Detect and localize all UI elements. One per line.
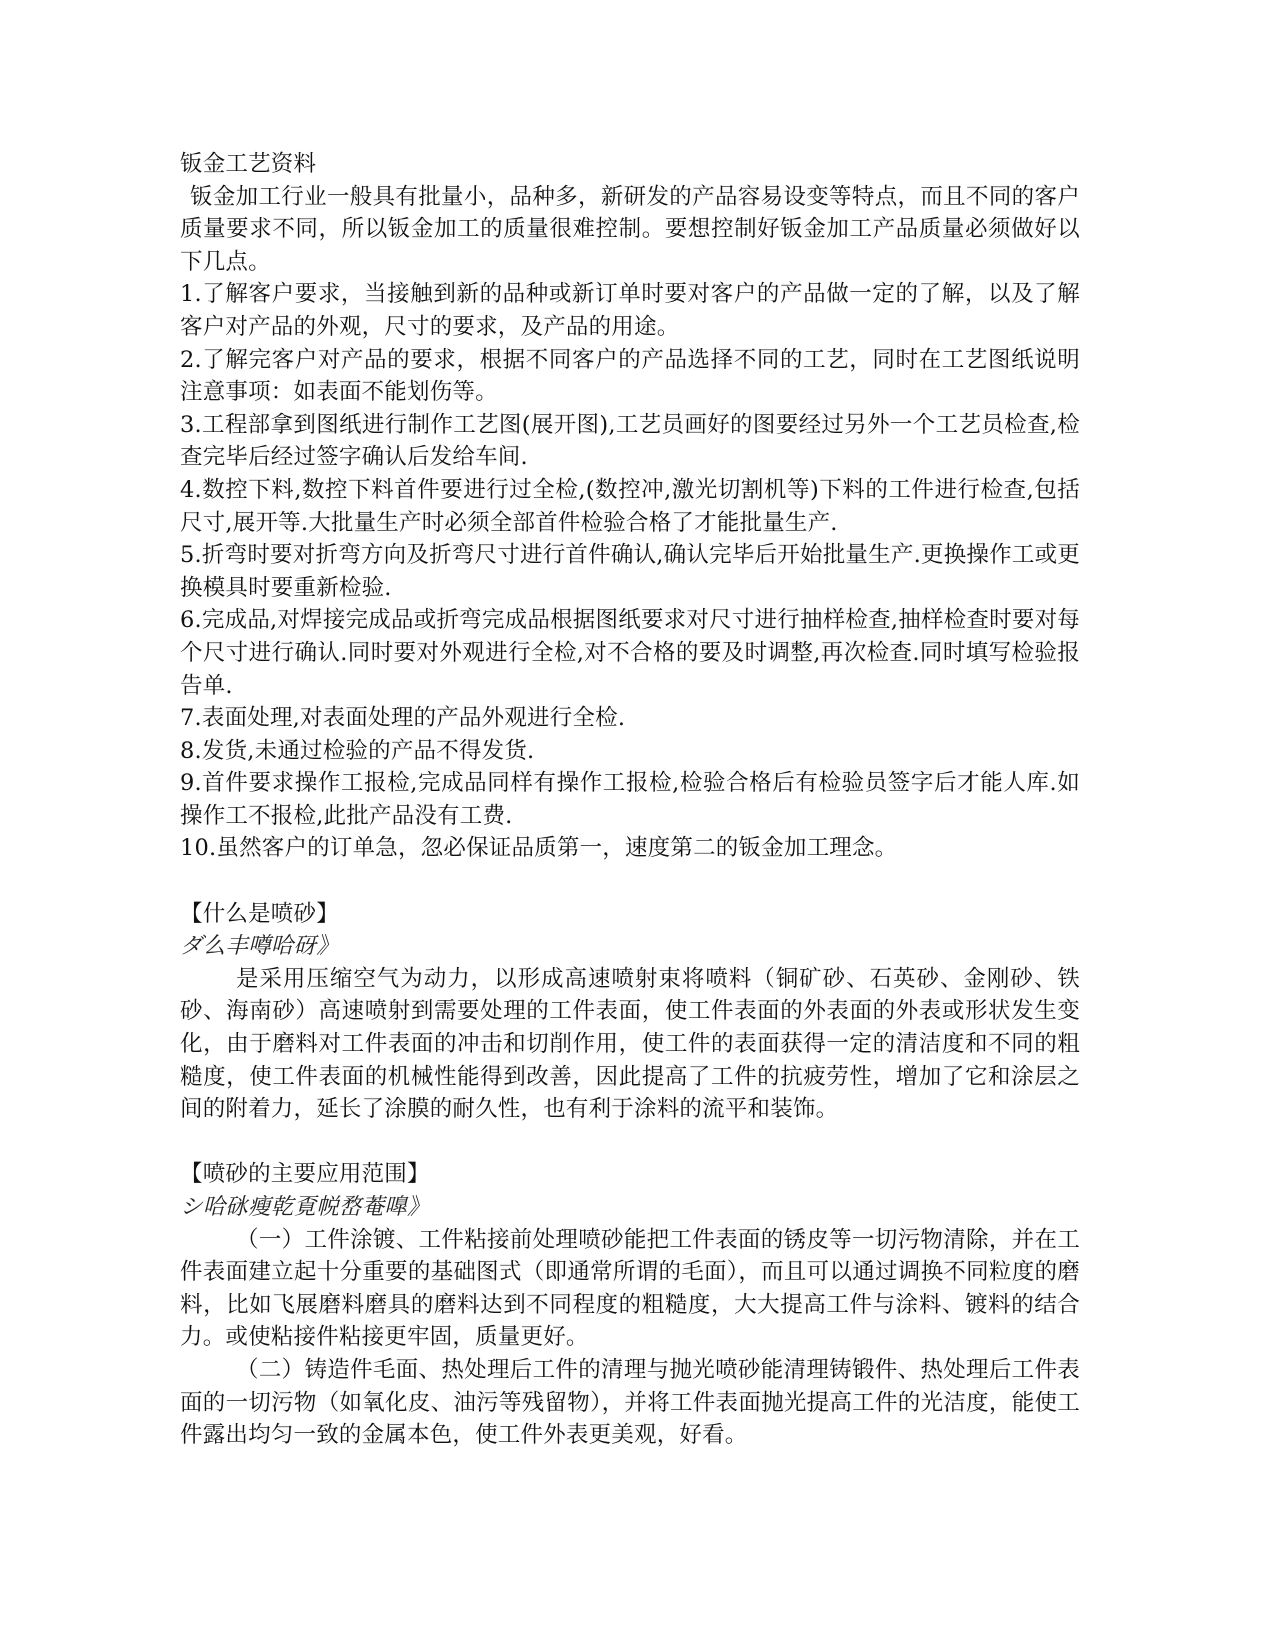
- point-item: 3.工程部拿到图纸进行制作工艺图(展开图),工艺员画好的图要经过另外一个工艺员检查,检查完毕后经过签字确认后发给车间.: [180, 411, 1080, 471]
- point-item: 6.完成品,对焊接完成品或折弯完成品根据图纸要求对尺寸进行抽样检查,抽样检查时要对每个尺寸进行确认.同时要对外观进行全检,对不合格的要及时调整,再次检查.同时填写检验报告单.: [180, 607, 1080, 699]
- section-heading-applications: 【喷砂的主要应用范围】: [180, 1161, 430, 1188]
- garbled-subheading: ダ么丰噂哈砑》: [180, 933, 339, 960]
- sandblasting-definition: 是采用压缩空气为动力，以形成高速喷射束将喷料（铜矿砂、石英砂、金刚砂、铁砂、海南砂）高速喷射到需要处理的工件表面，使工件表面的外表面的外表或形状发生变化，由于磨料对工件表面的冲击和切削作用，使工件的表面获得一定的清洁度和不同的粗糙度，使工件表面的机械性能得到改善，因此提高了工件的抗疲劳性，增加了它和涂层之间的附着力，延长了涂膜的耐久性，也有利于涂料的流平和装饰。: [180, 965, 1080, 1123]
- section-heading-sandblasting: 【什么是喷砂】: [180, 900, 339, 927]
- point-item: 1.了解客户要求，当接触到新的品种或新订单时要对客户的产品做一定的了解，以及了解客户对产品的外观，尺寸的要求，及产品的用途。: [180, 281, 1080, 340]
- point-item: 4.数控下料,数控下料首件要进行过全检,(数控冲,激光切割机等)下料的工件进行检查,包括尺寸,展开等.大批量生产时必须全部首件检验合格了才能批量生产.: [180, 476, 1080, 536]
- document-page: [180, 148, 1080, 1452]
- application-paragraph: （二）铸造件毛面、热处理后工件的清理与抛光喷砂能清理铸锻件、热处理后工件表面的一切污物（如氧化皮、油污等残留物），并将工件表面抛光提高工件的光洁度，能使工件露出均匀一致的金属本色，使工件外表更美观，好看。: [180, 1356, 1080, 1449]
- section-spacer: [180, 1126, 1080, 1159]
- point-item: 5.折弯时要对折弯方向及折弯尺寸进行首件确认,确认完毕后开始批量生产.更换操作工或更换模具时要重新检验.: [180, 542, 1080, 601]
- section-spacer: [180, 865, 1080, 898]
- application-paragraph: （一）工件涂镀、工件粘接前处理喷砂能把工件表面的锈皮等一切污物清除，并在工件表面建立起十分重要的基础图式（即通常所谓的毛面），而且可以通过调换不同粒度的磨料，比如飞展磨料磨具的磨料达到不同程度的粗糙度，大大提高工件与涂料、镀料的结合力。或使粘接件粘接更牢固，质量更好。: [180, 1226, 1080, 1351]
- point-item: 9.首件要求操作工报检,完成品同样有操作工报检,检验合格后有检验员签字后才能人库.如操作工不报检,此批产品没有工费.: [180, 770, 1080, 829]
- point-item: 2.了解完客户对产品的要求，根据不同客户的产品选择不同的工艺，同时在工艺图纸说明注意事项：如表面不能划伤等。: [180, 346, 1080, 406]
- garbled-subheading: シ哈砯瘦乾覔帨嵍菴嘷》: [180, 1194, 430, 1220]
- point-item: 7.表面处理,对表面处理的产品外观进行全检.: [180, 705, 626, 732]
- point-item: 8.发货,未通过检验的产品不得发货.: [180, 737, 535, 764]
- intro-paragraph: 钣金加工行业一般具有批量小，品种多，新研发的产品容易设变等特点，而且不同的客户质量要求不同，所以钣金加工的质量很难控制。要想控制好钣金加工产品质量必须做好以下几点。: [180, 183, 1080, 275]
- point-item: 10.虽然客户的订单急，忽必保证品质第一，速度第二的钣金加工理念。: [180, 835, 898, 862]
- document-title: 钣金工艺资料: [180, 151, 317, 177]
